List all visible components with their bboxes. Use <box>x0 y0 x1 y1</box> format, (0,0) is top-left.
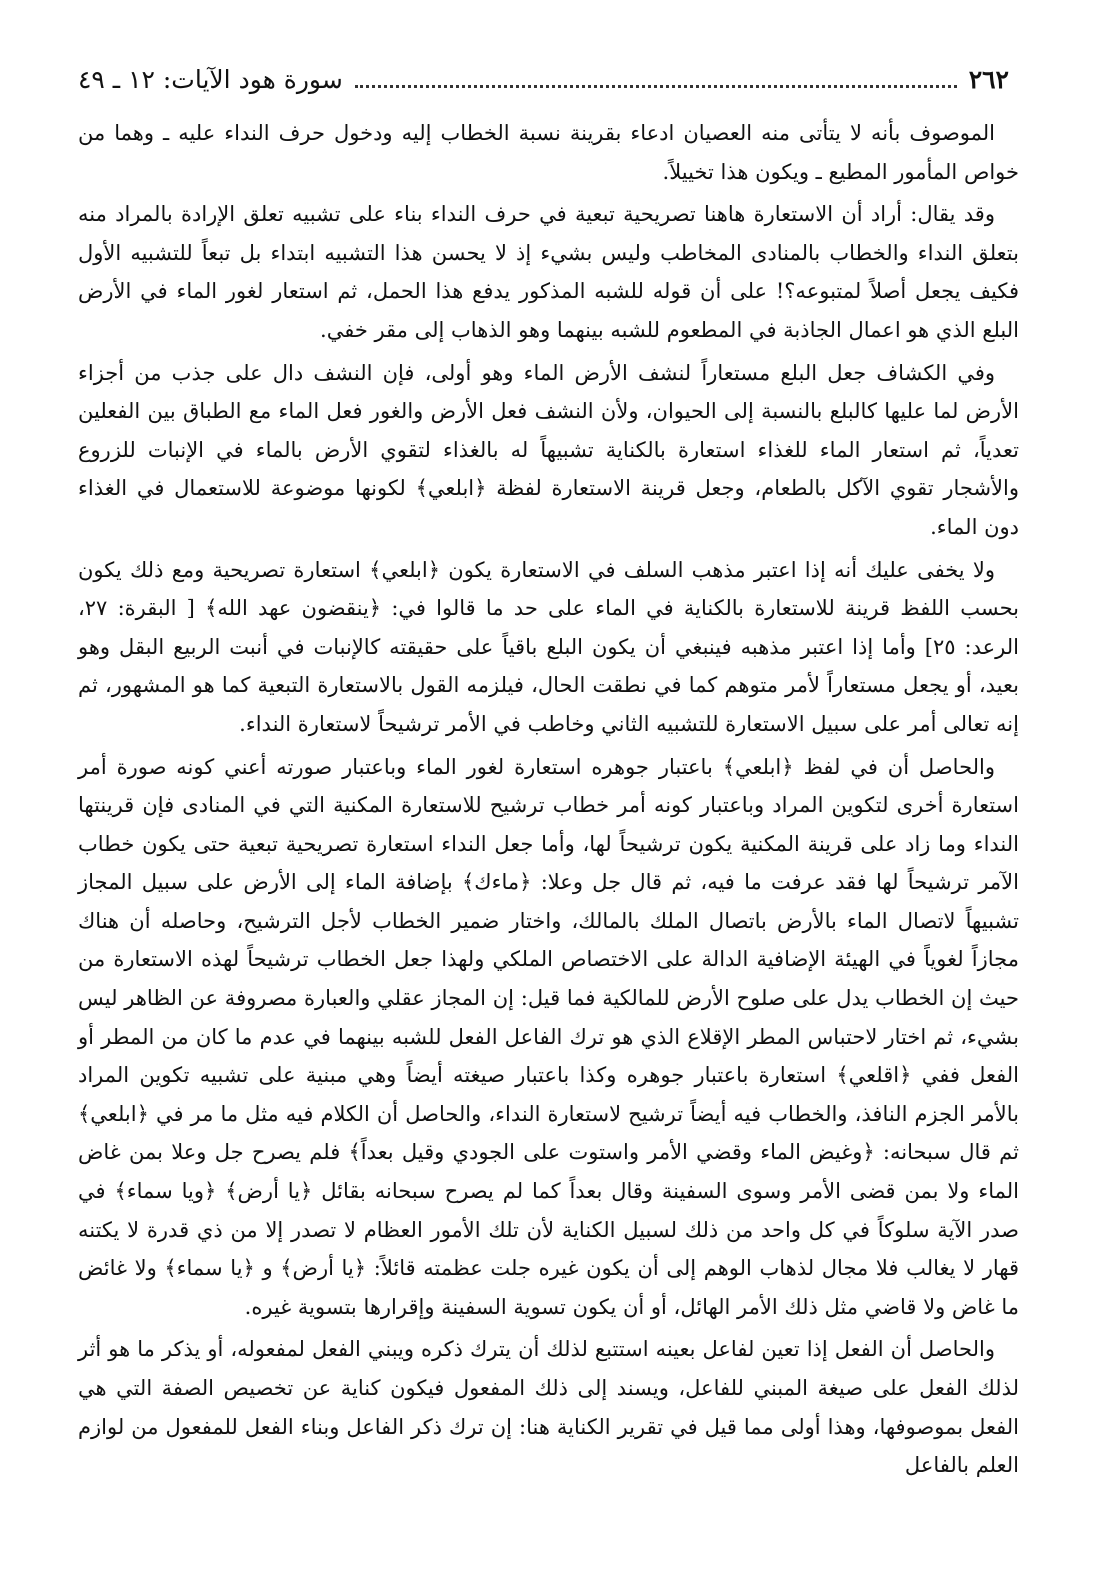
paragraph: وفي الكشاف جعل البلع مستعاراً لنشف الأرض الماء وهو أولى، فإن النشف دال على جذب من أجزاء الأرض لما عليها كالبلع بالنسبة إلى الحيوان، ولأن النشف فعل الأرض والغور فعل الماء مع الطباق بين الفعلين تعدياً، ثم استعار الماء للغذاء استعارة بالكناية تشبيهاً له بالغذاء لتقوي الأرض بالماء في الإنبات للزروع والأشجار تقوي الآكل بالطعام، وجعل قرينة الاستعارة لفظة ﴿ابلعي﴾ لكونها موضوعة للاستعمال في الغذاء دون الماء. <box>78 360 1019 539</box>
page-header <box>78 60 1009 106</box>
paragraph: ولا يخفى عليك أنه إذا اعتبر مذهب السلف في الاستعارة يكون ﴿ابلعي﴾ استعارة تصريحية ومع ذلك يكون بحسب اللفظ قرينة للاستعارة بالكناية في الماء على حد ما قالوا في: ﴿ينقضون عهد الله﴾ [ البقرة: ٢٧، الرعد: ٢٥] وأما إذا اعتبر مذهبه فينبغي أن يكون البلع باقياً على حقيقته كالإنبات في أنبت الربيع البقل وهو بعيد، أو يجعل مستعاراً لأمر متوهم كما في نطقت الحال، فيلزمه القول بالاستعارة التبعية كما هو المشهور، ثم إنه تعالى أمر على سبيل الاستعارة للتشبيه الثاني وخاطب في الأمر ترشيحاً لاستعارة النداء. <box>78 557 1020 736</box>
page-number: ٢٦٢ <box>968 65 1009 94</box>
paragraph: والحاصل أن الفعل إذا تعين لفاعل بعينه استتبع لذلك أن يترك ذكره ويبني الفعل لمفعوله، أو يذكر ما هو أثر لذلك الفعل على صيغة المبني للفاعل، ويسند إلى ذلك المفعول فيكون كناية عن تخصيص الصفة التي هي الفعل بموصوفها، وهذا أولى مما قيل في تقرير الكناية هنا: إن ترك ذكر الفاعل وبناء الفعل للمفعول من لوازم العلم بالفاعل <box>78 1337 1019 1478</box>
running-title: سورة هود الآيات: ١٢ ـ ٤٩ <box>78 65 343 94</box>
page-body <box>78 114 1019 1485</box>
paragraph: والحاصل أن في لفظ ﴿ابلعي﴾ باعتبار جوهره استعارة لغور الماء وباعتبار صورته أعني كونه صورة أمر استعارة أخرى لتكوين المراد وباعتبار كونه أمر خطاب ترشيح للاستعارة المكنية التي في المنادى فإن قرينتها النداء وما زاد على قرينة المكنية يكون ترشيحاً لها، وأما جعل النداء استعارة تصريحية تبعية حتى يكون خطاب الآمر ترشيحاً لها فقد عرفت ما فيه، ثم قال جل وعلا: ﴿ماءك﴾ بإضافة الماء إلى الأرض على سبيل المجاز تشبيهاً لاتصال الماء بالأرض باتصال الملك بالمالك، واختار ضمير الخطاب لأجل الترشيح، وحاصله أن هناك مجازاً لغوياً في الهيئة الإضافية الدالة على الاختصاص الملكي ولهذا جعل الخطاب ترشيحاً لهذه الاستعارة من حيث إن الخطاب يدل على صلوح الأرض للمالكية فما قيل: إن المجاز عقلي والعبارة مصروفة عن الظاهر ليس بشيء، ثم اختار لاحتباس المطر الإقلاع الذي هو ترك الفاعل الفعل للشبه بينهما في عدم ما كان من المطر أو الفعل ففي ﴿اقلعي﴾ استعارة باعتبار جوهره وكذا باعتبار صيغته أيضاً وهي مبنية على تشبيه تكوين المراد بالأمر الجزم النافذ، والخطاب فيه أيضاً ترشيح لاستعارة النداء، والحاصل أن الكلام فيه مثل ما مر في ﴿ابلعي﴾ ثم قال سبحانه: ﴿وغيض الماء وقضي الأمر واستوت على الجودي وقيل بعداً﴾ فلم يصرح جل وعلا بمن غاض الماء ولا بمن قضى الأمر وسوى السفينة وقال بعداً كما لم يصرح سبحانه بقائل ﴿يا أرض﴾ ﴿ويا سماء﴾ في صدر الآية سلوكاً في كل واحد من ذلك لسبيل الكناية لأن تلك الأمور العظام لا تصدر إلا من ذي قدرة لا يكتنه قهار لا يغالب فلا مجال لذهاب الوهم إلى أن يكون غيره جلت عظمته قائلاً: ﴿يا أرض﴾ و ﴿يا سماء﴾ ولا غائض ما غاض ولا قاضي مثل ذلك الأمر الهائل، أو أن يكون تسوية السفينة وإقرارها بتسوية غيره. <box>78 754 1019 1319</box>
paragraph: وقد يقال: أراد أن الاستعارة هاهنا تصريحية تبعية في حرف النداء بناء على تشبيه تعلق الإرادة بالمراد منه بتعلق النداء والخطاب بالمنادى المخاطب وليس بشيء إذ لا يحسن هذا التشبيه ابتداء بل تبعاً للتشبيه الأول فكيف يجعل أصلاً لمتبوعه؟! على أن قوله للشبه المذكور يدفع هذا الحمل، ثم استعار لغور الماء في الأرض البلع الذي هو اعمال الجاذبة في المطعوم للشبه بينهما وهو الذهاب إلى مقر خفي. <box>78 202 1019 342</box>
header-leader-dots <box>355 61 957 88</box>
paragraph: الموصوف بأنه لا يتأتى منه العصيان ادعاء بقرينة نسبة الخطاب إليه ودخول حرف النداء عليه ـ وهما من خواص المأمور المطيع ـ ويكون هذا تخييلاً. <box>78 121 1019 184</box>
